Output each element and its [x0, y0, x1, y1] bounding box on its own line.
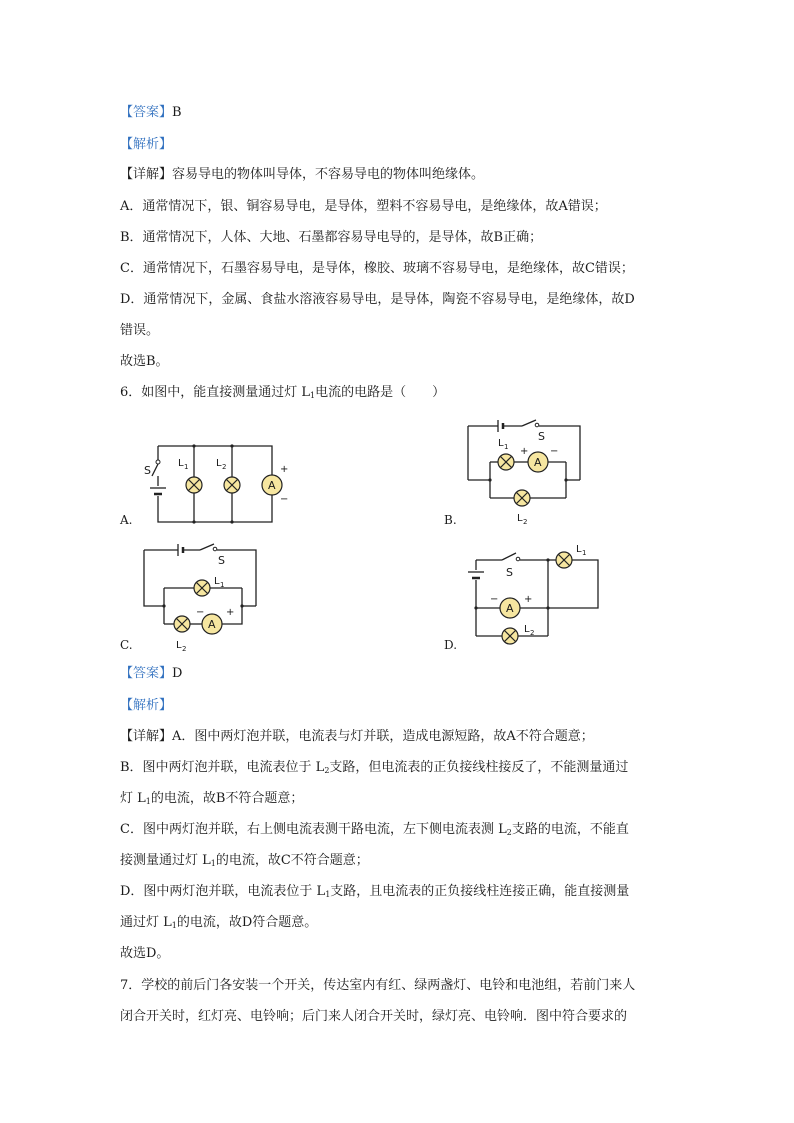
- q6-question-sub: 1: [310, 391, 316, 400]
- q6-d-post: 支路，且电流表的正负接线柱连接正确，能直接测量: [330, 884, 630, 899]
- lamp-d-l2: [502, 628, 518, 644]
- q6-question-post: 电流的电路是（ ）: [315, 385, 446, 400]
- q6-question-pre: 6．如图中，能直接测量通过灯 L: [120, 385, 311, 400]
- lamp-a-l1-label: L: [178, 458, 184, 469]
- ammeter-b-plus: +: [520, 446, 529, 457]
- q6-detail-a-text: A．图中两灯泡并联，电流表与灯并联，造成电源短路，故A不符合题意；: [172, 729, 594, 744]
- q6-d-sub: 1: [325, 890, 331, 899]
- ammeter-a-minus: −: [280, 494, 289, 505]
- q5-option-b-explanation: B．通常情况下，人体、大地、石墨都容易导电导的，是导体，故B正确；: [120, 230, 543, 245]
- lamp-d-l2-label: L: [524, 624, 530, 635]
- q6-c-post: 支路的电流，不能直: [511, 822, 629, 837]
- q6-detail-c-2: [120, 852, 369, 873]
- lamp-b-l2: [514, 490, 530, 506]
- q5-option-a-explanation: A．通常情况下，银、铜容易导电，是导体，塑料不容易导电，是绝缘体，故A错误；: [120, 199, 607, 214]
- q5-conclusion: 故选B。: [120, 354, 169, 369]
- ammeter-a-plus: +: [280, 464, 289, 475]
- lamp-c-l2-label: L: [176, 640, 182, 651]
- option-d-label: D.: [444, 638, 458, 652]
- lamp-d-l1: [556, 552, 572, 568]
- lamp-b-l1: [498, 454, 514, 470]
- q5-option-d-explanation-1: D．通常情况下，金属、食盐水溶液容易导电，是导体，陶瓷不容易导电，是绝缘体，故D: [120, 292, 635, 307]
- option-b-label: B.: [444, 513, 457, 527]
- q6-detail-c-1: [120, 821, 629, 842]
- lamp-c-l2-sub: 2: [182, 645, 187, 653]
- q6-d2-post: 的电流，故D符合题意。: [176, 915, 318, 930]
- q6-answer-tag: 【答案】: [120, 666, 173, 681]
- switch-c-label: S: [218, 554, 225, 567]
- lamp-b-l2-label: L: [517, 513, 523, 524]
- ammeter-a-label: A: [268, 479, 276, 492]
- q6-c-pre: C．图中两灯泡并联，右上侧电流表测干路电流，左下侧电流表测 L: [120, 822, 507, 837]
- q6-detail-d-2: [120, 914, 317, 935]
- q6-d-pre: D．图中两灯泡并联，电流表位于 L: [120, 884, 326, 899]
- ammeter-d-plus: +: [524, 594, 533, 605]
- switch-c-blade: [200, 544, 214, 550]
- ammeter-c-label: A: [208, 618, 216, 631]
- q7-line-1: 7．学校的前后门各安装一个开关，传达室内有红、绿两盏灯、电铃和电池组，若前门来人: [120, 978, 636, 993]
- ammeter-b-minus: −: [550, 446, 559, 457]
- switch-d-blade: [502, 553, 516, 560]
- switch-a-pivot: [156, 460, 160, 464]
- q5-detail-line: [120, 166, 484, 184]
- q5-option-d-explanation-2: 错误。: [120, 323, 160, 338]
- lamp-c-l2: [174, 616, 190, 632]
- q6-answer-value: D: [172, 666, 183, 681]
- q6-b-post: 支路，但电流表的正负接线柱接反了，不能测量通过: [329, 760, 629, 775]
- answer-tag: 【答案】: [120, 105, 173, 120]
- lamp-a-l2-sub: 2: [222, 463, 227, 471]
- ammeter-b-label: A: [534, 456, 542, 469]
- lamp-b-l1-sub: 1: [504, 443, 509, 451]
- q6-detail-b-1: [120, 759, 628, 780]
- ammeter-d-label: A: [506, 602, 514, 615]
- q6-b2-post: 的电流，故B不符合题意；: [150, 791, 304, 806]
- q6-conclusion: 故选D。: [120, 946, 170, 961]
- q6-c2-sub: 1: [210, 859, 216, 868]
- q6-b2-sub: 1: [145, 797, 151, 806]
- lamp-a-l1: [186, 477, 202, 493]
- detail-tag: 【详解】: [120, 167, 173, 182]
- q5-answer-line: [120, 104, 182, 122]
- q6-question: [120, 384, 445, 405]
- switch-a-blade: [152, 464, 158, 476]
- lamp-d-l2-sub: 2: [530, 629, 535, 637]
- lamp-d-l1-label: L: [576, 544, 582, 555]
- q6-c2-post: 的电流，故C不符合题意；: [215, 853, 369, 868]
- ammeter-c-plus: +: [226, 607, 235, 618]
- q5-option-c-explanation: C．通常情况下，石墨容易导电，是导体，橡胶、玻璃不容易导电，是绝缘体，故C错误；: [120, 261, 634, 276]
- q6-b2-pre: 灯 L: [120, 791, 146, 806]
- q6-detail-d-1: [120, 883, 629, 904]
- lamp-c-l1-sub: 1: [220, 581, 225, 589]
- switch-b-blade: [522, 420, 536, 426]
- circuit-a: [138, 440, 298, 530]
- option-a-label: A.: [120, 513, 133, 527]
- switch-b-label: S: [538, 430, 545, 443]
- lamp-a-l1-sub: 1: [184, 463, 189, 471]
- q6-b-pre: B．图中两灯泡并联，电流表位于 L: [120, 760, 325, 775]
- q6-detail-a: [120, 728, 594, 746]
- ammeter-d-minus: −: [490, 594, 499, 605]
- q6-detail-tag: 【详解】: [120, 729, 173, 744]
- lamp-c-l1: [194, 580, 210, 596]
- q6-b-sub: 2: [324, 766, 330, 775]
- lamp-a-l2: [224, 477, 240, 493]
- answer-value: B: [172, 105, 182, 120]
- q6-c2-pre: 接测量通过灯 L: [120, 853, 211, 868]
- q6-d2-pre: 通过灯 L: [120, 915, 172, 930]
- circuit-c: [138, 540, 268, 655]
- lamp-b-l2-sub: 2: [523, 518, 528, 526]
- q7-line-2: 闭合开关时，红灯亮、电铃响；后门来人闭合开关时，绿灯亮、电铃响．图中符合要求的: [120, 1009, 628, 1024]
- lamp-a-l2-label: L: [216, 458, 222, 469]
- switch-d-label: S: [506, 566, 513, 579]
- ammeter-c-minus: −: [196, 607, 205, 618]
- lamp-b-l1-label: L: [498, 438, 504, 449]
- option-c-label: C.: [120, 638, 133, 652]
- q6-analysis-tag: 【解析】: [120, 698, 173, 713]
- detail-text: 容易导电的物体叫导体，不容易导电的物体叫绝缘体。: [172, 167, 485, 182]
- q6-d2-sub: 1: [171, 921, 177, 930]
- q6-c-sub: 2: [506, 828, 512, 837]
- q6-detail-b-2: [120, 790, 303, 811]
- circuit-d: [462, 540, 612, 655]
- lamp-d-l1-sub: 1: [582, 549, 587, 557]
- switch-a-label: S: [144, 464, 151, 477]
- lamp-c-l1-label: L: [214, 576, 220, 587]
- q5-analysis-tag: 【解析】: [120, 137, 173, 152]
- circuit-b: [462, 418, 592, 528]
- q6-answer-line: [120, 665, 182, 683]
